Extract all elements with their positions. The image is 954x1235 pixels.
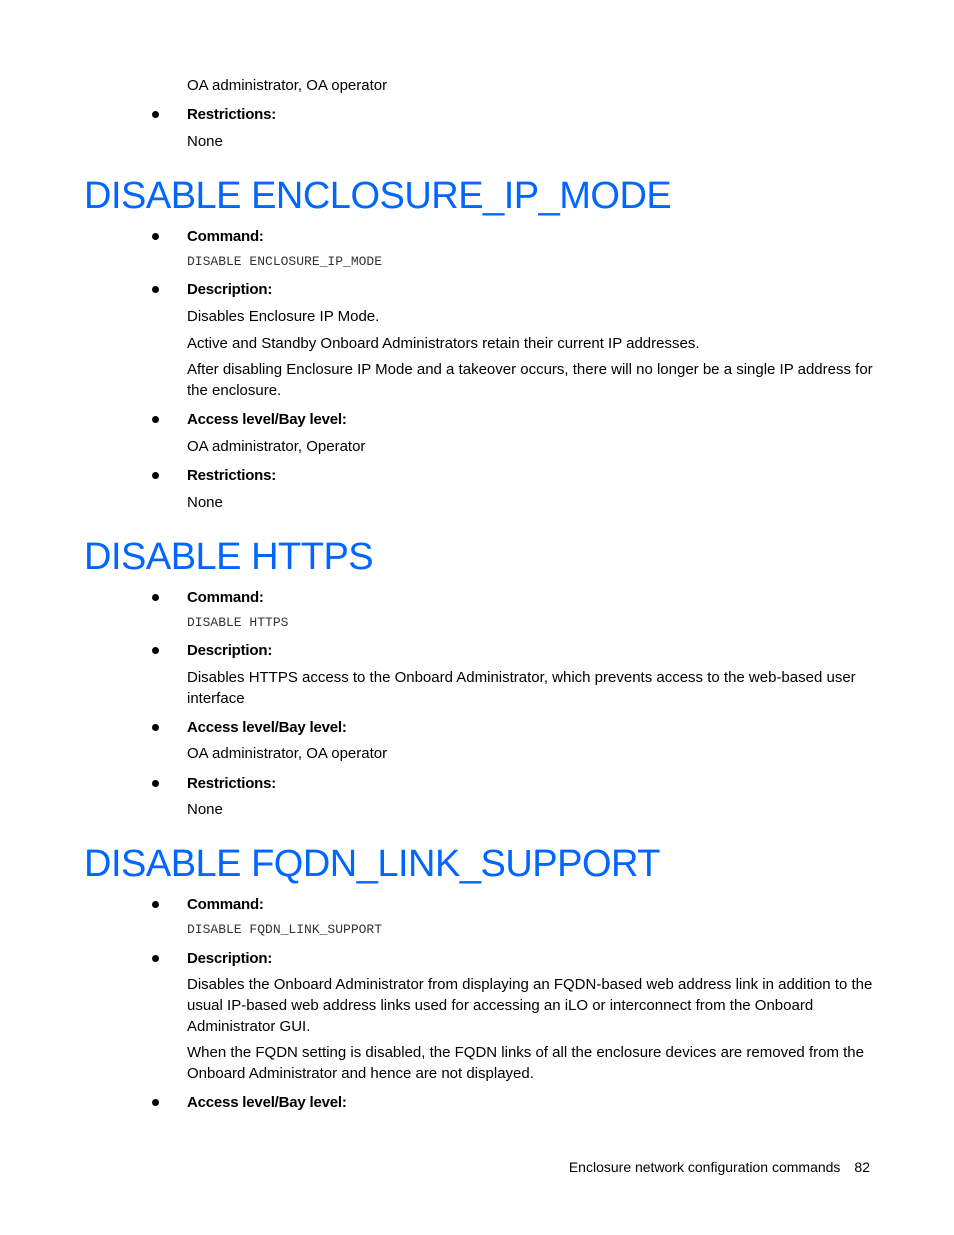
bullet-icon bbox=[152, 594, 159, 601]
restrictions-value: None bbox=[187, 801, 223, 818]
description-paragraph: Active and Standby Onboard Administrators retain their current IP addresses. bbox=[187, 335, 700, 352]
restrictions-label: Restrictions: bbox=[187, 775, 277, 792]
intro-access-value: OA administrator, OA operator bbox=[187, 77, 388, 94]
description-label: Description: bbox=[187, 950, 273, 967]
intro-restrictions-value: None bbox=[187, 133, 223, 150]
access-level-value: OA administrator, Operator bbox=[187, 438, 366, 455]
restrictions-value: None bbox=[187, 494, 223, 511]
bullet-icon bbox=[152, 286, 159, 293]
bullet-icon bbox=[152, 955, 159, 962]
bullet-icon bbox=[152, 472, 159, 479]
command-code: DISABLE FQDN_LINK_SUPPORT bbox=[187, 922, 383, 937]
page-number: 82 bbox=[854, 1159, 870, 1175]
bullet-icon bbox=[152, 111, 159, 118]
command-label: Command: bbox=[187, 589, 264, 606]
bullet-icon bbox=[152, 780, 159, 787]
section-heading-enclosure-ip-mode: DISABLE ENCLOSURE_IP_MODE bbox=[84, 175, 672, 217]
command-code: DISABLE ENCLOSURE_IP_MODE bbox=[187, 254, 383, 269]
bullet-icon bbox=[152, 416, 159, 423]
page-footer bbox=[569, 1157, 870, 1177]
section-heading-fqdn-link-support: DISABLE FQDN_LINK_SUPPORT bbox=[84, 843, 660, 885]
access-level-label: Access level/Bay level: bbox=[187, 411, 347, 428]
restrictions-label: Restrictions: bbox=[187, 106, 277, 123]
access-level-label: Access level/Bay level: bbox=[187, 1094, 347, 1111]
description-paragraph: When the FQDN setting is disabled, the FQDN links of all the enclosure devices are removed from the Onboard Administrator and hence are not displayed. bbox=[187, 1044, 864, 1082]
bullet-icon bbox=[152, 233, 159, 240]
command-label: Command: bbox=[187, 228, 264, 245]
description-paragraph: Disables Enclosure IP Mode. bbox=[187, 308, 380, 325]
access-level-label: Access level/Bay level: bbox=[187, 719, 347, 736]
section-heading-https: DISABLE HTTPS bbox=[84, 536, 374, 578]
bullet-icon bbox=[152, 647, 159, 654]
footer-section-name: Enclosure network configuration commands bbox=[568, 1159, 841, 1175]
description-paragraph: After disabling Enclosure IP Mode and a takeover occurs, there will no longer be a single IP address for the enclosure. bbox=[187, 361, 873, 399]
bullet-icon bbox=[152, 901, 159, 908]
description-paragraph: Disables the Onboard Administrator from displaying an FQDN-based web address link in addition to the usual IP-based web address links used for accessing an iLO or interconnect from the Onboard Administrator GUI. bbox=[187, 976, 873, 1035]
command-code: DISABLE HTTPS bbox=[187, 615, 289, 630]
description-label: Description: bbox=[187, 642, 273, 659]
description-paragraph: Disables HTTPS access to the Onboard Administrator, which prevents access to the web-based user interface bbox=[187, 669, 856, 707]
command-label: Command: bbox=[187, 896, 264, 913]
access-level-value: OA administrator, OA operator bbox=[187, 745, 388, 762]
description-label: Description: bbox=[187, 281, 273, 298]
restrictions-label: Restrictions: bbox=[187, 467, 277, 484]
bullet-icon bbox=[152, 724, 159, 731]
bullet-icon bbox=[152, 1099, 159, 1106]
